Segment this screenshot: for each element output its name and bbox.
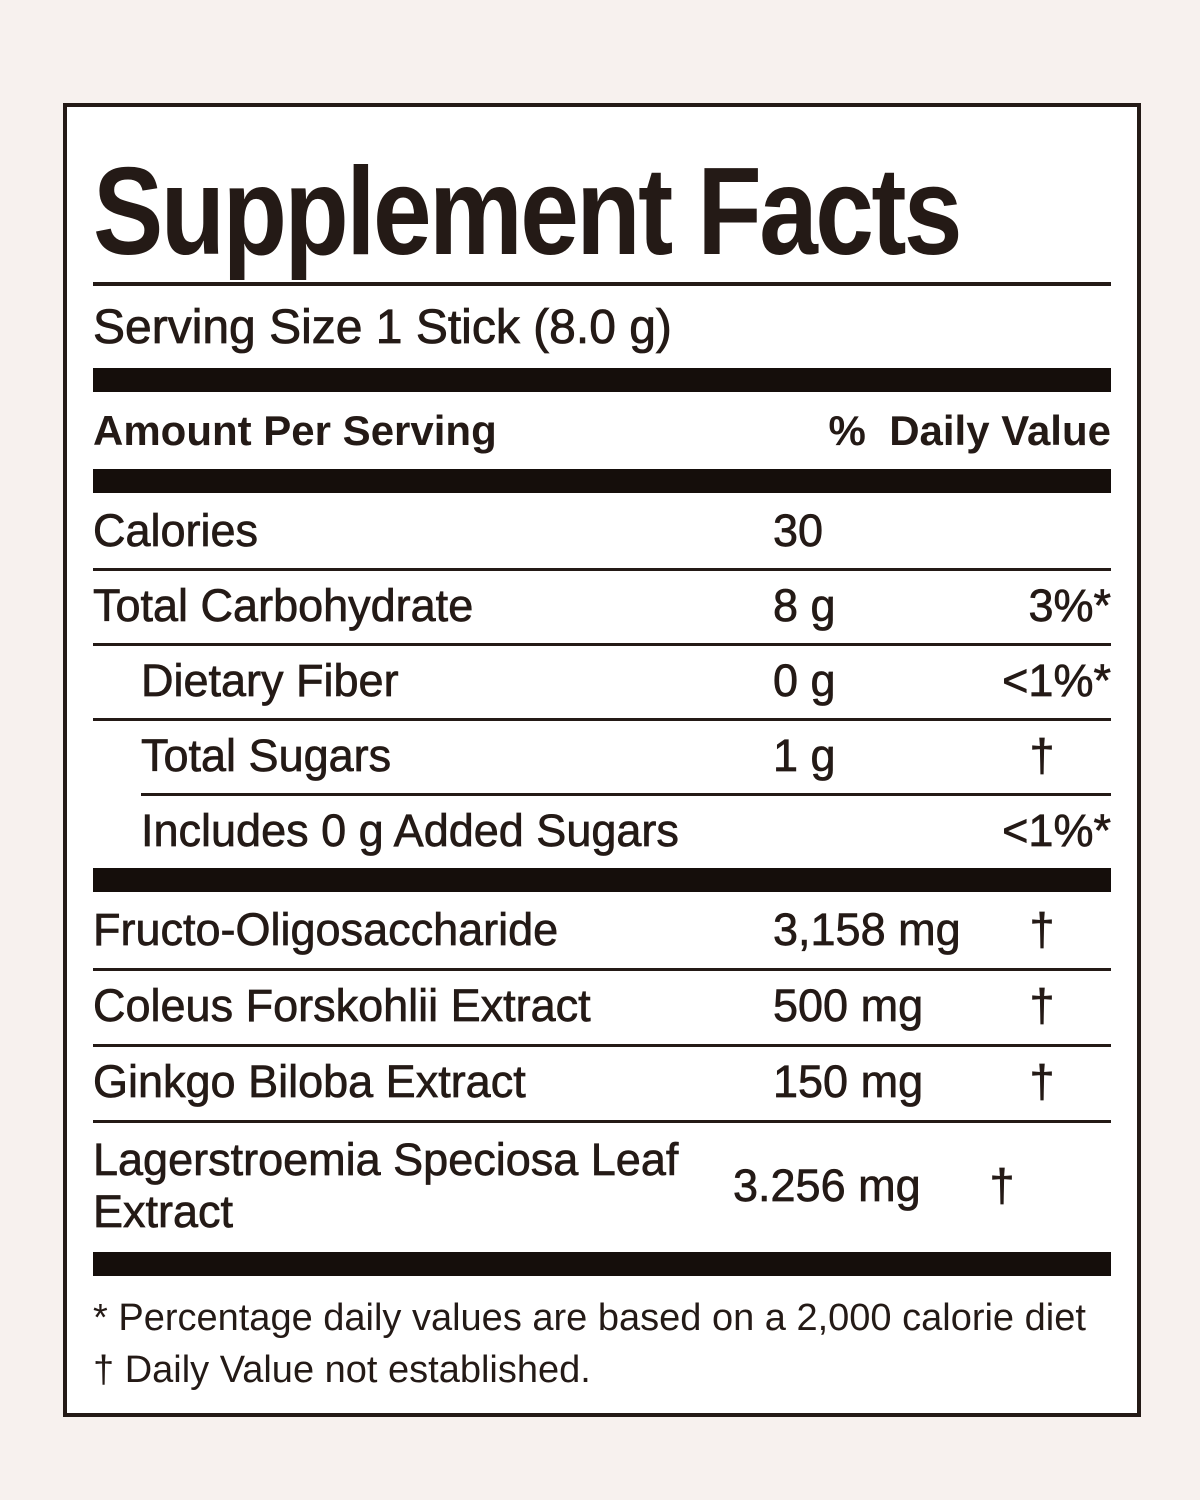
nutrient-row-added-sugars <box>93 793 1111 868</box>
footnote-dagger: † Daily Value not established. <box>93 1349 591 1391</box>
table-header-row <box>93 392 1111 469</box>
title-block <box>93 107 1111 286</box>
ingredient-row-coleus-forskohlii <box>93 968 1111 1044</box>
ingredient-daily-value-dagger: † <box>989 1160 1015 1211</box>
nutrient-daily-value: <1%* <box>1002 654 1111 706</box>
thick-divider-bar <box>93 868 1111 892</box>
ingredient-daily-value-dagger: † <box>1029 980 1055 1031</box>
nutrient-daily-value: 3%* <box>1028 579 1111 631</box>
nutrient-row-calories <box>93 493 1111 568</box>
ingredient-amount: 500 mg <box>773 980 924 1031</box>
thick-divider-bar <box>93 469 1111 493</box>
daily-value-header: % Daily Value <box>828 406 1111 454</box>
ingredient-amount: 150 mg <box>773 1056 924 1107</box>
supplement-facts-panel <box>63 103 1141 1417</box>
nutrient-row-total-carbohydrate <box>93 568 1111 643</box>
ingredient-amount: 3,158 mg <box>773 904 961 955</box>
nutrient-amount: 30 <box>773 504 824 556</box>
ingredient-name: Coleus Forskohlii Extract <box>93 980 591 1031</box>
nutrient-daily-value-dagger: † <box>1029 729 1055 781</box>
thick-divider-bar <box>93 368 1111 392</box>
thick-divider-bar <box>93 1252 1111 1276</box>
nutrient-amount: 8 g <box>773 579 836 631</box>
nutrient-name: Includes 0 g Added Sugars <box>141 804 679 856</box>
ingredient-name: Lagerstroemia Speciosa Leaf Extract <box>93 1134 679 1237</box>
nutrient-amount: 0 g <box>773 654 836 706</box>
amount-per-serving-header: Amount Per Serving <box>93 406 497 454</box>
nutrient-amount: 1 g <box>773 729 836 781</box>
ingredient-daily-value-dagger: † <box>1029 1056 1055 1107</box>
ingredient-row-lagerstroemia-speciosa <box>93 1120 1111 1252</box>
ingredient-name: Fructo-Oligosaccharide <box>93 904 559 955</box>
nutrient-row-total-sugars <box>93 718 1111 793</box>
nutrient-name: Total Sugars <box>141 729 392 781</box>
nutrient-name: Dietary Fiber <box>141 654 399 706</box>
ingredient-row-ginkgo-biloba <box>93 1044 1111 1120</box>
nutrient-row-dietary-fiber <box>93 643 1111 718</box>
nutrient-name: Total Carbohydrate <box>93 579 474 631</box>
ingredient-daily-value-dagger: † <box>1029 904 1055 955</box>
ingredient-name: Ginkgo Biloba Extract <box>93 1056 526 1107</box>
footnote-asterisk: * Percentage daily values are based on a 2,000 calorie diet <box>93 1297 1086 1339</box>
footnotes <box>93 1276 1111 1396</box>
nutrient-name: Calories <box>93 504 259 556</box>
nutrient-daily-value: <1%* <box>1002 804 1111 856</box>
ingredient-row-fructo-oligosaccharide <box>93 892 1111 968</box>
serving-size-text: Serving Size 1 Stick (8.0 g) <box>93 300 672 354</box>
panel-title: Supplement Facts <box>93 143 960 282</box>
ingredient-amount: 3.256 mg <box>733 1160 921 1211</box>
